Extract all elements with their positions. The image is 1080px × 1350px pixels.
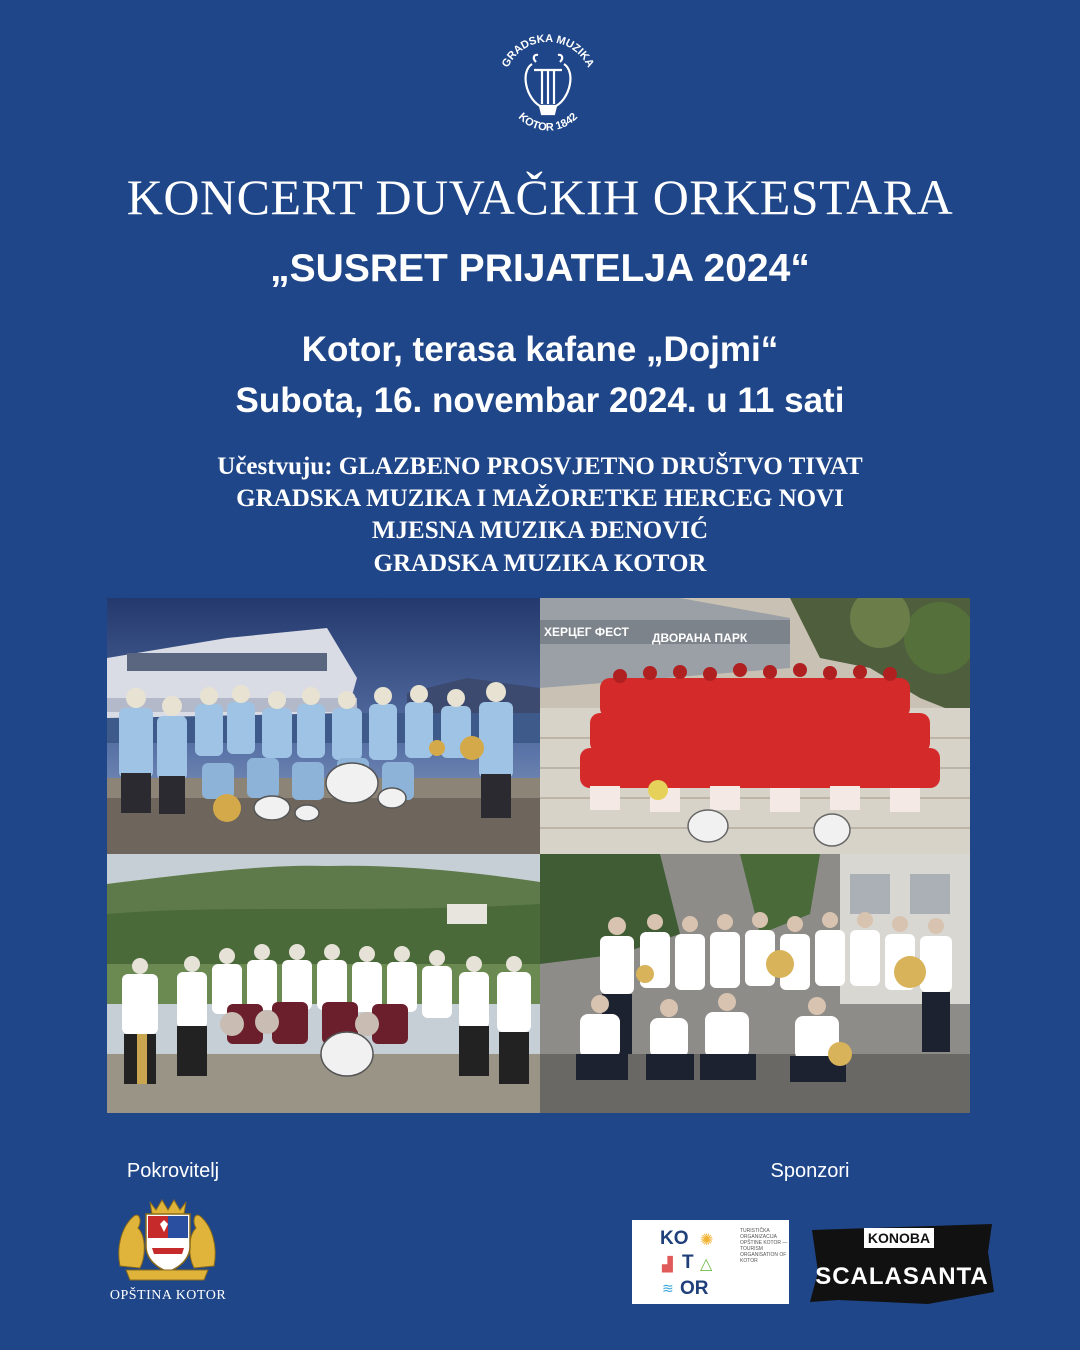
sponsor-kotor-tourism-logo[interactable] [632,1220,789,1304]
patron-label: Pokrovitelj [126,1160,220,1182]
sponsors-label: Sponzori [770,1160,850,1182]
coat-of-arms-icon [112,1196,222,1284]
event-datetime: Subota, 16. novembar 2024. u 11 sati [235,381,845,420]
participant-line: GRADSKA MUZIKA KOTOR [373,550,707,577]
photo-band-hill [107,854,540,1113]
sponsor-konoba-scalasanta-logo[interactable] [808,1222,996,1306]
konoba-name-text: SCALASANTA [815,1263,989,1290]
kotor-logo-letters: OR [680,1278,709,1299]
kotor-logo-letter-hidden [662,1252,673,1270]
lyre-icon [526,55,571,114]
event-subtitle: „SUSRET PRIJATELJA 2024“ [270,247,810,290]
waves-icon: ≋ [662,1280,674,1296]
event-venue: Kotor, terasa kafane „Dojmi“ [301,330,779,369]
sign-dvorana-park: ДВОРАНА ПАРК [652,631,748,645]
sign-herceg-fest: ХЕРЦЕГ ФЕСТ [544,625,629,639]
participant-line: Učestvuju: GLAZBENO PROSVJETNO DRUŠTVO TIVAT [217,453,863,480]
sun-icon: ✺ [700,1232,714,1249]
participant-line: GRADSKA MUZIKA I MAŽORETKE HERCEG NOVI [236,485,844,512]
photo-majorettes [540,598,970,854]
bucket-icon: ▟ [662,1256,673,1272]
kotor-logo-letters: T [682,1252,694,1273]
gradska-muzika-logo [490,28,606,144]
photo-band-street [540,854,970,1113]
participant-line: MJESNA MUZIKA ĐENOVIĆ [371,517,709,544]
municipality-name: OPŠTINA KOTOR [109,1288,227,1303]
konoba-top-text: KONOBA [867,1230,931,1246]
kotor-logo-letters: KO [660,1228,689,1249]
mountain-icon: △ [700,1256,713,1273]
logo-top-text: GRADSKA MUZIKA [499,32,597,70]
photo-band-pier [107,598,540,854]
page-title: KONCERT DUVAČKIH ORKESTARA [126,169,954,225]
kotor-logo-description: TURISTIČKA ORGANIZACIJA OPŠTINE KOTOR — TOURISM ORGANISATION OF KOTOR [740,1228,788,1264]
logo-bottom-text: KOTOR 1842 [515,110,581,134]
svg-text:GRADSKA MUZIKA [500,33,596,70]
